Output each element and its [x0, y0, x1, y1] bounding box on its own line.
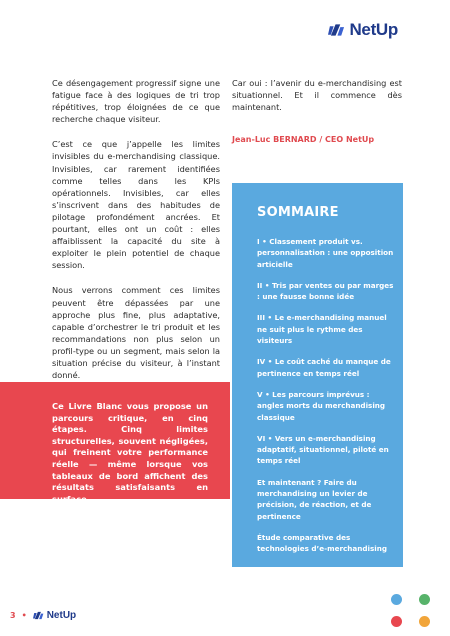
toc-item[interactable]: Étude comparative des technologies d’e-merchandising [257, 532, 388, 554]
toc-item[interactable]: III • Le e-merchandising manuel ne suit plus le rythme des visiteurs [257, 313, 387, 346]
footer-logo [33, 610, 76, 621]
red-dot-icon [391, 616, 402, 627]
table-of-contents [232, 183, 403, 567]
brand-logo [328, 20, 398, 40]
paragraph: Nous verrons comment ces limites peuvent être dépassées par une approche plus fine, plus adaptative, capable d’orchestrer le tri produit et les recommandations non plus selon un profil-type ou un segment, mais selon la situation précise du visiteur, à l’instant donné. [52, 285, 220, 381]
toc-list [257, 236, 397, 565]
blue-dot-icon [391, 594, 402, 605]
orange-dot-icon [419, 616, 430, 627]
page-number: 3 [10, 611, 16, 620]
page-footer [10, 610, 76, 621]
footer-brand-name: NetUp [46, 610, 77, 621]
toc-item[interactable]: VI • Vers un e-merchandising adaptatif, situationnel, piloté en temps réel [257, 433, 389, 466]
author-signature: Jean-Luc BERNARD / CEO NetUp [232, 135, 375, 144]
netup-logo-icon [33, 611, 44, 620]
left-column [52, 77, 220, 394]
netup-logo-icon [328, 23, 345, 37]
decorative-dots [391, 594, 435, 634]
toc-title: SOMMAIRE [257, 205, 339, 220]
highlight-box [0, 382, 230, 504]
toc-item[interactable]: V • Les parcours imprévus : angles morts du merchandising classique [257, 389, 386, 422]
paragraph: C’est ce que j’appelle les limites invisibles du e-merchandising classique. Invisibles, car rarement identifiées comme telles dans les KPIs opérationnels. Invisibles, car elles s’inscrivent dans des habitudes de pilotage profondément ancrées. Et pourtant, elles ont un coût : elles affaiblissent la capacité du site à exploiter le plein potentiel de chaque session. [52, 139, 220, 271]
toc-item[interactable]: I • Classement produit vs. personnalisation : une opposition articielle [257, 237, 394, 269]
paragraph: Ce désengagement progressif signe une fatigue face à des logiques de tri trop répétitives, trop éloignées de ce que recherche chaque visiteur. [52, 78, 220, 125]
highlight-text: Ce Livre Blanc vous propose un parcours critique, en cinq étapes. Cinq limites structurelles, souvent négligées, qui freinent votre performance réelle — même lorsque vos tableaux de bord affichent des résultats satisfaisants en surface. [52, 401, 208, 504]
footer-bullet: • [21, 611, 27, 620]
right-column [232, 77, 402, 113]
toc-item[interactable]: II • Tris par ventes ou par marges : une fausse bonne idée [257, 280, 394, 302]
toc-item[interactable]: IV • Le coût caché du manque de pertinence en temps réel [257, 357, 391, 378]
toc-item[interactable]: Et maintenant ? Faire du merchandising un levier de précision, de réaction, et de pertinence [257, 477, 372, 521]
green-dot-icon [419, 594, 430, 605]
paragraph: Car oui : l’avenir du e-merchandising est situationnel. Et il commence dès maintenant. [232, 78, 402, 113]
brand-name: NetUp [349, 20, 398, 39]
